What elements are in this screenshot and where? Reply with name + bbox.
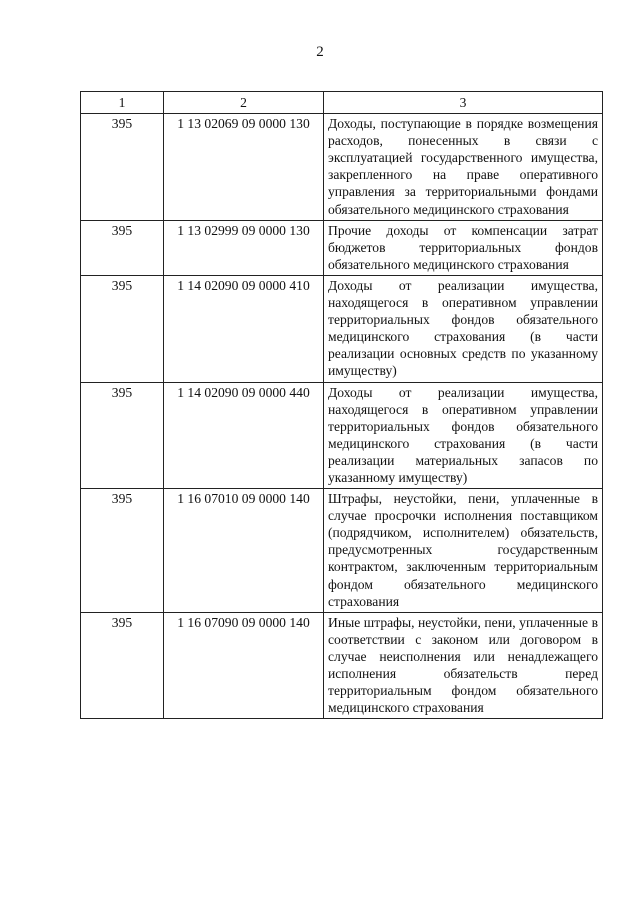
table-row xyxy=(81,382,603,489)
revenue-name-cell: Доходы от реализации имущества, находящегося в оперативном управлении территориальных фондов обязательного медицинского страхования (в части реализации материальных запасов по указанному имуществу) xyxy=(324,382,603,489)
table-row xyxy=(81,220,603,275)
table-row xyxy=(81,489,603,613)
admin-code-cell: 395 xyxy=(81,612,164,719)
table-row xyxy=(81,275,603,382)
admin-code-cell: 395 xyxy=(81,275,164,382)
admin-code-cell: 395 xyxy=(81,489,164,613)
revenue-code-cell: 1 16 07090 09 0000 140 xyxy=(164,612,324,719)
revenue-name-cell: Штрафы, неустойки, пени, уплаченные в случае просрочки исполнения поставщиком (подрядчиком, исполнителем) обязательств, предусмотренных государственным контрактом, заключенным территориальным фондом обязательного медицинского страхования xyxy=(324,489,603,613)
revenue-code-cell: 1 13 02999 09 0000 130 xyxy=(164,220,324,275)
revenue-code-cell: 1 14 02090 09 0000 440 xyxy=(164,382,324,489)
revenue-code-cell: 1 14 02090 09 0000 410 xyxy=(164,275,324,382)
revenue-name-cell: Доходы, поступающие в порядке возмещения расходов, понесенных в связи с эксплуатацией государственного имущества, закрепленного на праве оперативного управления за территориальными фондами обязательного медицинского страхования xyxy=(324,114,603,221)
table-row xyxy=(81,612,603,719)
table-row xyxy=(81,114,603,221)
admin-code-cell: 395 xyxy=(81,220,164,275)
revenue-name-cell: Прочие доходы от компенсации затрат бюджетов территориальных фондов обязательного медицинского страхования xyxy=(324,220,603,275)
column-header-3: 3 xyxy=(324,92,603,114)
page-number: 2 xyxy=(316,44,324,60)
revenue-codes-table xyxy=(80,91,603,719)
admin-code-cell: 395 xyxy=(81,114,164,221)
table-header-row xyxy=(81,92,603,114)
revenue-code-cell: 1 13 02069 09 0000 130 xyxy=(164,114,324,221)
revenue-name-cell: Доходы от реализации имущества, находящегося в оперативном управлении территориальных фондов обязательного медицинского страхования (в части реализации основных средств по указанному имуществу) xyxy=(324,275,603,382)
column-header-2: 2 xyxy=(164,92,324,114)
revenue-name-cell: Иные штрафы, неустойки, пени, уплаченные в соответствии с законом или договором в случае неисполнения или ненадлежащего исполнения обязательств перед территориальным фондом обязательного медицинского страхования xyxy=(324,612,603,719)
revenue-code-cell: 1 16 07010 09 0000 140 xyxy=(164,489,324,613)
column-header-1: 1 xyxy=(81,92,164,114)
admin-code-cell: 395 xyxy=(81,382,164,489)
